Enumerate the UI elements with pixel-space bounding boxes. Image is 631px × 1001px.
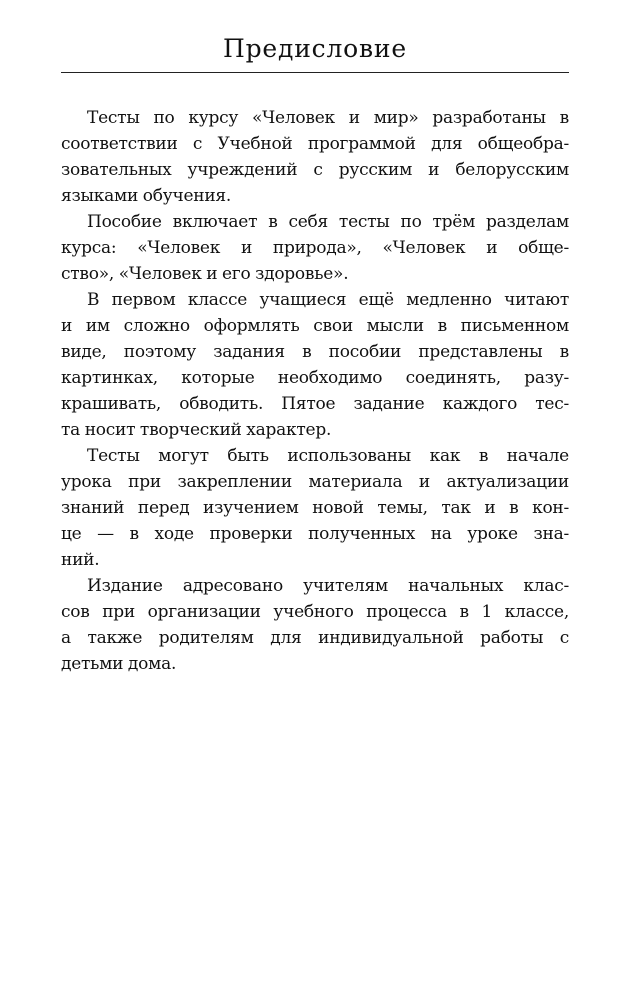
paragraph-line: та носит творческий характер. — [61, 420, 332, 440]
paragraph-3 — [61, 287, 569, 443]
paragraph-line: соответствии с Учебной программой для общеобра- — [61, 134, 569, 154]
page-title: Предисловие — [223, 34, 407, 63]
paragraph-2 — [61, 209, 569, 287]
paragraph-line: Тесты по курсу «Человек и мир» разработаны в — [87, 108, 569, 128]
paragraph-line: В первом классе учащиеся ещё медленно читают — [87, 290, 569, 310]
paragraph-line: ство», «Человек и его здоровье». — [61, 264, 349, 284]
title-divider — [61, 72, 569, 73]
paragraph-line: Пособие включает в себя тесты по трём разделам — [87, 212, 569, 232]
paragraph-line: и им сложно оформлять свои мысли в письменном — [61, 316, 569, 336]
paragraph-line: крашивать, обводить. Пятое задание каждого тес- — [61, 394, 569, 414]
paragraph-line: Издание адресовано учителям начальных клас- — [87, 576, 569, 596]
paragraph-line: Тесты могут быть использованы как в начале — [87, 446, 569, 466]
paragraph-line: картинках, которые необходимо соединять, разу- — [61, 368, 569, 388]
paragraph-line: знаний перед изучением новой темы, так и в кон- — [61, 498, 569, 518]
paragraph-line: ний. — [61, 550, 100, 570]
paragraph-line: курса: «Человек и природа», «Человек и обще- — [61, 238, 569, 258]
paragraph-line: языками обучения. — [61, 186, 232, 206]
paragraph-line: зовательных учреждений с русским и белорусским — [61, 160, 569, 180]
paragraph-4 — [61, 443, 569, 573]
paragraph-line: виде, поэтому задания в пособии представлены в — [61, 342, 569, 362]
paragraph-line: сов при организации учебного процесса в 1 классе, — [61, 602, 569, 622]
paragraph-line: детьми дома. — [61, 654, 177, 674]
paragraph-line: це — в ходе проверки полученных на уроке зна- — [61, 524, 569, 544]
paragraph-line: а также родителям для индивидуальной работы с — [61, 628, 569, 648]
paragraph-line: урока при закреплении материала и актуализации — [61, 472, 569, 492]
paragraph-5 — [61, 573, 569, 677]
paragraph-1 — [61, 105, 569, 209]
preface-body — [61, 105, 569, 677]
